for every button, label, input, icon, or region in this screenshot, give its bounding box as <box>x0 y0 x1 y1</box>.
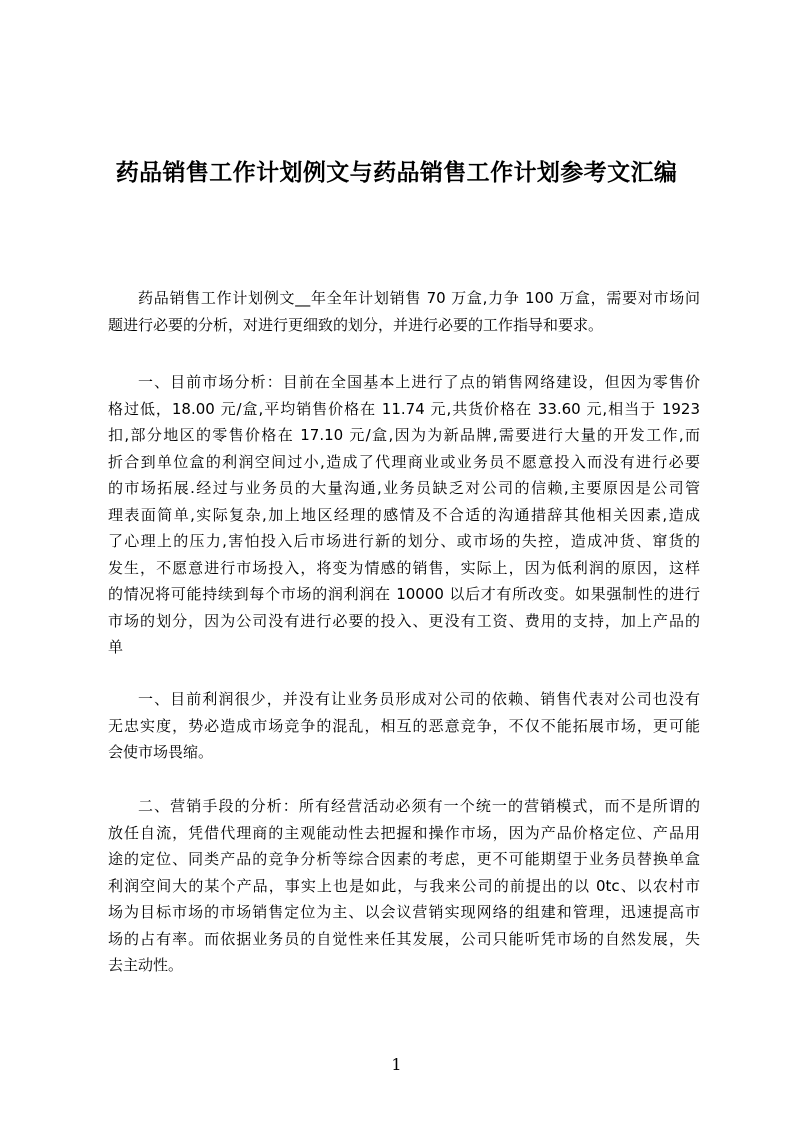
text-line: 放任自流，凭借代理商的主观能动性去把握和操作市场，因为产品价格定位、产品用 <box>108 823 700 842</box>
text-line: 利润空间大的某个产品，事实上也是如此，与我来公司的前提出的以 0tc、以农村市 <box>108 876 700 895</box>
text-line: 去主动性。 <box>108 956 184 974</box>
text-line: 会使市场畏缩。 <box>108 743 214 761</box>
text-line: 扣,部分地区的零售价格在 17.10 元/盒,因为为新品牌,需要进行大量的开发工作,而 <box>108 426 700 444</box>
text-line: 无忠实度，势必造成市场竞争的混乱，相互的恶意竞争，不仅不能拓展市场，更可能 <box>108 716 700 735</box>
paragraph-marketing-analysis <box>108 793 700 979</box>
text-line: 药品销售工作计划例文__年全年计划销售 70 万盒,力争 100 万盒，需要对市场问 <box>138 289 700 307</box>
text-line: 题进行必要的分析，对进行更细致的划分，并进行必要的工作指导和要求。 <box>108 315 604 334</box>
text-line: 单 <box>108 638 124 656</box>
text-line: 二、营销手段的分析：所有经营活动必须有一个统一的营销模式，而不是所谓的 <box>138 797 700 815</box>
text-line: 了心理上的压力,害怕投入后市场进行新的划分、或市场的失控，造成冲货、窜货的 <box>108 532 700 550</box>
text-line: 市场的划分，因为公司没有进行必要的投入、更没有工资、费用的支持，加上产品的 <box>108 611 700 630</box>
text-line: 的市场拓展.经过与业务员的大量沟通,业务员缺乏对公司的信赖,主要原因是公司管 <box>108 479 700 497</box>
text-line: 折合到单位盒的利润空间过小,造成了代理商业或业务员不愿意投入而没有进行必要 <box>108 452 700 471</box>
text-line: 格过低，18.00 元/盒,平均销售价格在 11.74 元,共货价格在 33.60 元,相当于 1923 <box>108 399 700 418</box>
text-line: 场为目标市场的市场销售定位为主、以会议营销实现网络的组建和管理，迅速提高市 <box>108 903 700 921</box>
text-line: 发生，不愿意进行市场投入，将变为情感的销售，实际上，因为低利润的原因，这样 <box>108 558 700 577</box>
paragraph-intro <box>108 285 700 338</box>
page-title: 药品销售工作计划例文与药品销售工作计划参考文汇编 <box>115 160 678 187</box>
page-number: 1 <box>391 1055 402 1074</box>
paragraph-market-analysis <box>108 369 700 661</box>
text-line: 理表面简单,实际复杂,加上地区经理的感情及不合适的沟通措辞其他相关因素,造成 <box>108 505 700 524</box>
text-line: 的情况将可能持续到每个市场的润利润在 10000 以后才有所改变。如果强制性的进行 <box>108 585 700 603</box>
text-line: 途的定位、同类产品的竞争分析等综合因素的考虑，更不可能期望于业务员替换单盒 <box>108 850 700 868</box>
text-line: 一、目前利润很少，并没有让业务员形成对公司的依赖、销售代表对公司也没有 <box>138 690 700 708</box>
text-line: 一、目前市场分析：目前在全国基本上进行了点的销售网络建设，但因为零售价 <box>138 373 700 391</box>
text-line: 场的占有率。而依据业务员的自觉性来任其发展，公司只能听凭市场的自然发展，失 <box>108 929 700 948</box>
paragraph-profit-analysis <box>108 686 700 766</box>
